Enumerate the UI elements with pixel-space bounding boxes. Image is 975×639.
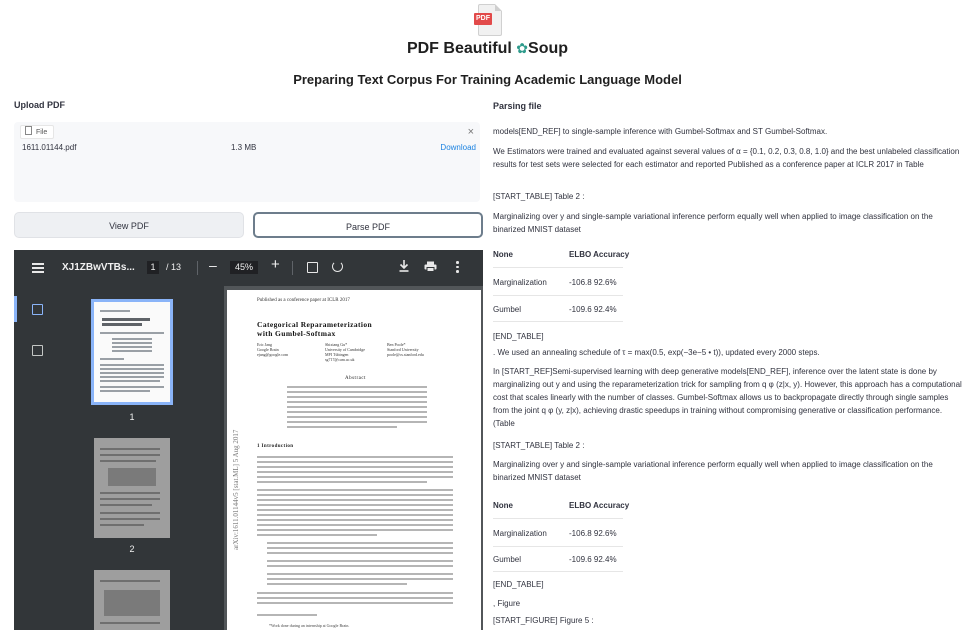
page-thumbnail[interactable] bbox=[94, 438, 170, 538]
page-view bbox=[224, 286, 483, 630]
zoom-out-button[interactable]: – bbox=[209, 257, 217, 273]
table-cell: -106.8 92.6% bbox=[569, 278, 617, 287]
parsed-table bbox=[493, 499, 630, 579]
soup-icon: ✿ bbox=[516, 40, 529, 56]
table-header: None bbox=[493, 250, 513, 259]
author-affiliation: MPI Tübingen bbox=[325, 352, 349, 357]
parsed-table bbox=[493, 248, 630, 328]
author-name: Eric Jang bbox=[257, 342, 272, 347]
parse-pdf-button[interactable]: Parse PDF bbox=[253, 212, 483, 238]
document-title: XJ1ZBwVTBs... bbox=[62, 262, 135, 273]
parsed-paragraph: , Figure bbox=[493, 599, 521, 608]
outline-icon[interactable] bbox=[32, 345, 43, 356]
page-thumbnail[interactable] bbox=[94, 570, 170, 630]
arxiv-stamp: arXiv:1611.01144v5 [stat.ML] 5 Aug 2017 bbox=[232, 429, 240, 550]
view-pdf-button[interactable]: View PDF bbox=[14, 212, 244, 238]
footnote: *Work done during an internship at Google Brain. bbox=[269, 623, 350, 628]
table-cell: -106.8 92.6% bbox=[569, 529, 617, 538]
author-name: Ben Poole* bbox=[387, 342, 406, 347]
download-icon[interactable] bbox=[398, 259, 410, 273]
parsing-label: Parsing file bbox=[493, 101, 542, 111]
logo-tag: PDF bbox=[474, 13, 492, 25]
app-title-part1: PDF Beautiful bbox=[406, 40, 512, 57]
zoom-input[interactable]: 45% bbox=[230, 261, 258, 274]
table-cell: Gumbel bbox=[493, 305, 522, 314]
author-email: ejang@google.com bbox=[257, 352, 289, 357]
paper-title-line1: Categorical Reparameterization bbox=[257, 320, 373, 329]
hamburger-icon[interactable] bbox=[32, 263, 44, 273]
file-name: 1611.01144.pdf bbox=[22, 143, 77, 152]
zoom-in-button[interactable]: + bbox=[271, 256, 280, 273]
toolbar-divider bbox=[292, 261, 293, 275]
table-header: ELBO Accuracy bbox=[569, 250, 630, 259]
table-cell: Marginalization bbox=[493, 278, 547, 287]
pdf-page bbox=[227, 290, 481, 630]
viewer-toolbar bbox=[14, 250, 483, 286]
author-block bbox=[387, 342, 424, 357]
table-header: ELBO Accuracy bbox=[569, 501, 630, 510]
table-cell: -109.6 92.4% bbox=[569, 555, 617, 564]
fit-page-icon[interactable] bbox=[307, 262, 318, 273]
rotate-icon[interactable] bbox=[332, 261, 343, 272]
thumbnail-label: 1 bbox=[129, 412, 135, 422]
table-cell: Gumbel bbox=[493, 555, 522, 564]
author-name: Shixiang Gu* bbox=[325, 342, 348, 347]
toolbar-divider bbox=[197, 261, 198, 275]
parsed-paragraph: [END_TABLE] bbox=[493, 580, 544, 589]
file-size: 1.3 MB bbox=[231, 143, 257, 152]
page-total: / 13 bbox=[166, 262, 182, 272]
parsed-paragraph: [END_TABLE] bbox=[493, 332, 544, 341]
section-heading: 1 Introduction bbox=[257, 444, 294, 449]
app-title-part2: Soup bbox=[528, 40, 569, 57]
page-header: Published as a conference paper at ICLR 2017 bbox=[257, 298, 350, 303]
author-affiliation: Stanford University bbox=[387, 347, 419, 352]
viewer-sidebar bbox=[14, 286, 62, 630]
table-cell: Marginalization bbox=[493, 529, 547, 538]
parsed-paragraph: We Estimators were trained and evaluated against several values of α = {0.1, 0.2, 0.3, 0.8, 1.0} and the best unlabeled classification results for test sets were selected for each estimator and reported Published as a conference paper at ICLR 2017 in Table bbox=[493, 147, 960, 169]
page-thumbnail[interactable] bbox=[94, 302, 170, 402]
upload-label: Upload PDF bbox=[14, 100, 65, 110]
print-icon[interactable] bbox=[424, 261, 437, 272]
pdf-logo-icon bbox=[474, 4, 500, 36]
close-icon[interactable]: × bbox=[467, 126, 474, 138]
more-icon[interactable] bbox=[456, 261, 459, 274]
table-cell: -109.6 92.4% bbox=[569, 305, 617, 314]
app-title bbox=[0, 40, 975, 58]
page-number-input[interactable]: 1 bbox=[147, 261, 159, 274]
parsed-paragraph: [START_FIGURE] Figure 5 : bbox=[493, 616, 594, 625]
sidebar-active-indicator bbox=[14, 296, 17, 322]
file-chip bbox=[20, 125, 54, 139]
author-block bbox=[325, 342, 365, 362]
parsed-paragraph: . We used an annealing schedule of τ = max(0.5, exp(−3e−5 • t)), updated every 2000 steps. bbox=[493, 348, 820, 357]
thumbnail-label: 2 bbox=[129, 544, 135, 554]
author-email: poole@cs.stanford.edu bbox=[387, 352, 424, 357]
parsed-paragraph: [START_TABLE] Table 2 : bbox=[493, 192, 585, 201]
download-link[interactable]: Download bbox=[440, 143, 476, 152]
file-uploader[interactable] bbox=[14, 122, 480, 202]
pdf-viewer bbox=[14, 250, 483, 630]
page-subtitle: Preparing Text Corpus For Training Academic Language Model bbox=[293, 72, 682, 87]
file-chip-label: File bbox=[36, 129, 48, 136]
file-icon bbox=[25, 126, 32, 135]
abstract-heading: Abstract bbox=[345, 376, 366, 381]
thumbnail-panel bbox=[62, 286, 224, 630]
author-affiliation: Google Brain bbox=[257, 347, 279, 352]
paper-title bbox=[257, 320, 447, 338]
thumbnails-icon[interactable] bbox=[32, 304, 43, 315]
author-affiliation: University of Cambridge bbox=[325, 347, 365, 352]
parsed-paragraph: In [START_REF]Semi-supervised learning with deep generative models[END_REF], inference over the latent state is done by marginalizing out y and using the reparameterization trick for sampling from q φ (z|x, y). However, this approach has a computational cost that scales linearly with the number of classes. Gumbel-Softmax allows us to backpropagate directly through single samples from the joint q φ (y, z|x), achieving drastic speedups in training without compromising generative or classification performance. (Table bbox=[493, 367, 962, 428]
author-block bbox=[257, 342, 288, 357]
table-header: None bbox=[493, 501, 513, 510]
paper-title-line2: with Gumbel-Softmax bbox=[257, 329, 336, 338]
parsed-paragraph: models[END_REF] to single-sample inference with Gumbel-Softmax and ST Gumbel-Softmax. bbox=[493, 127, 828, 136]
parsed-paragraph: Marginalizing over y and single-sample variational inference perform equally well when applied to image classification on the binarized MNIST dataset bbox=[493, 460, 933, 482]
parsed-paragraph: Marginalizing over y and single-sample variational inference perform equally well when applied to image classification on the binarized MNIST dataset bbox=[493, 212, 933, 234]
author-email: sg717@cam.ac.uk bbox=[325, 357, 355, 362]
parsed-paragraph: [START_TABLE] Table 2 : bbox=[493, 441, 585, 450]
